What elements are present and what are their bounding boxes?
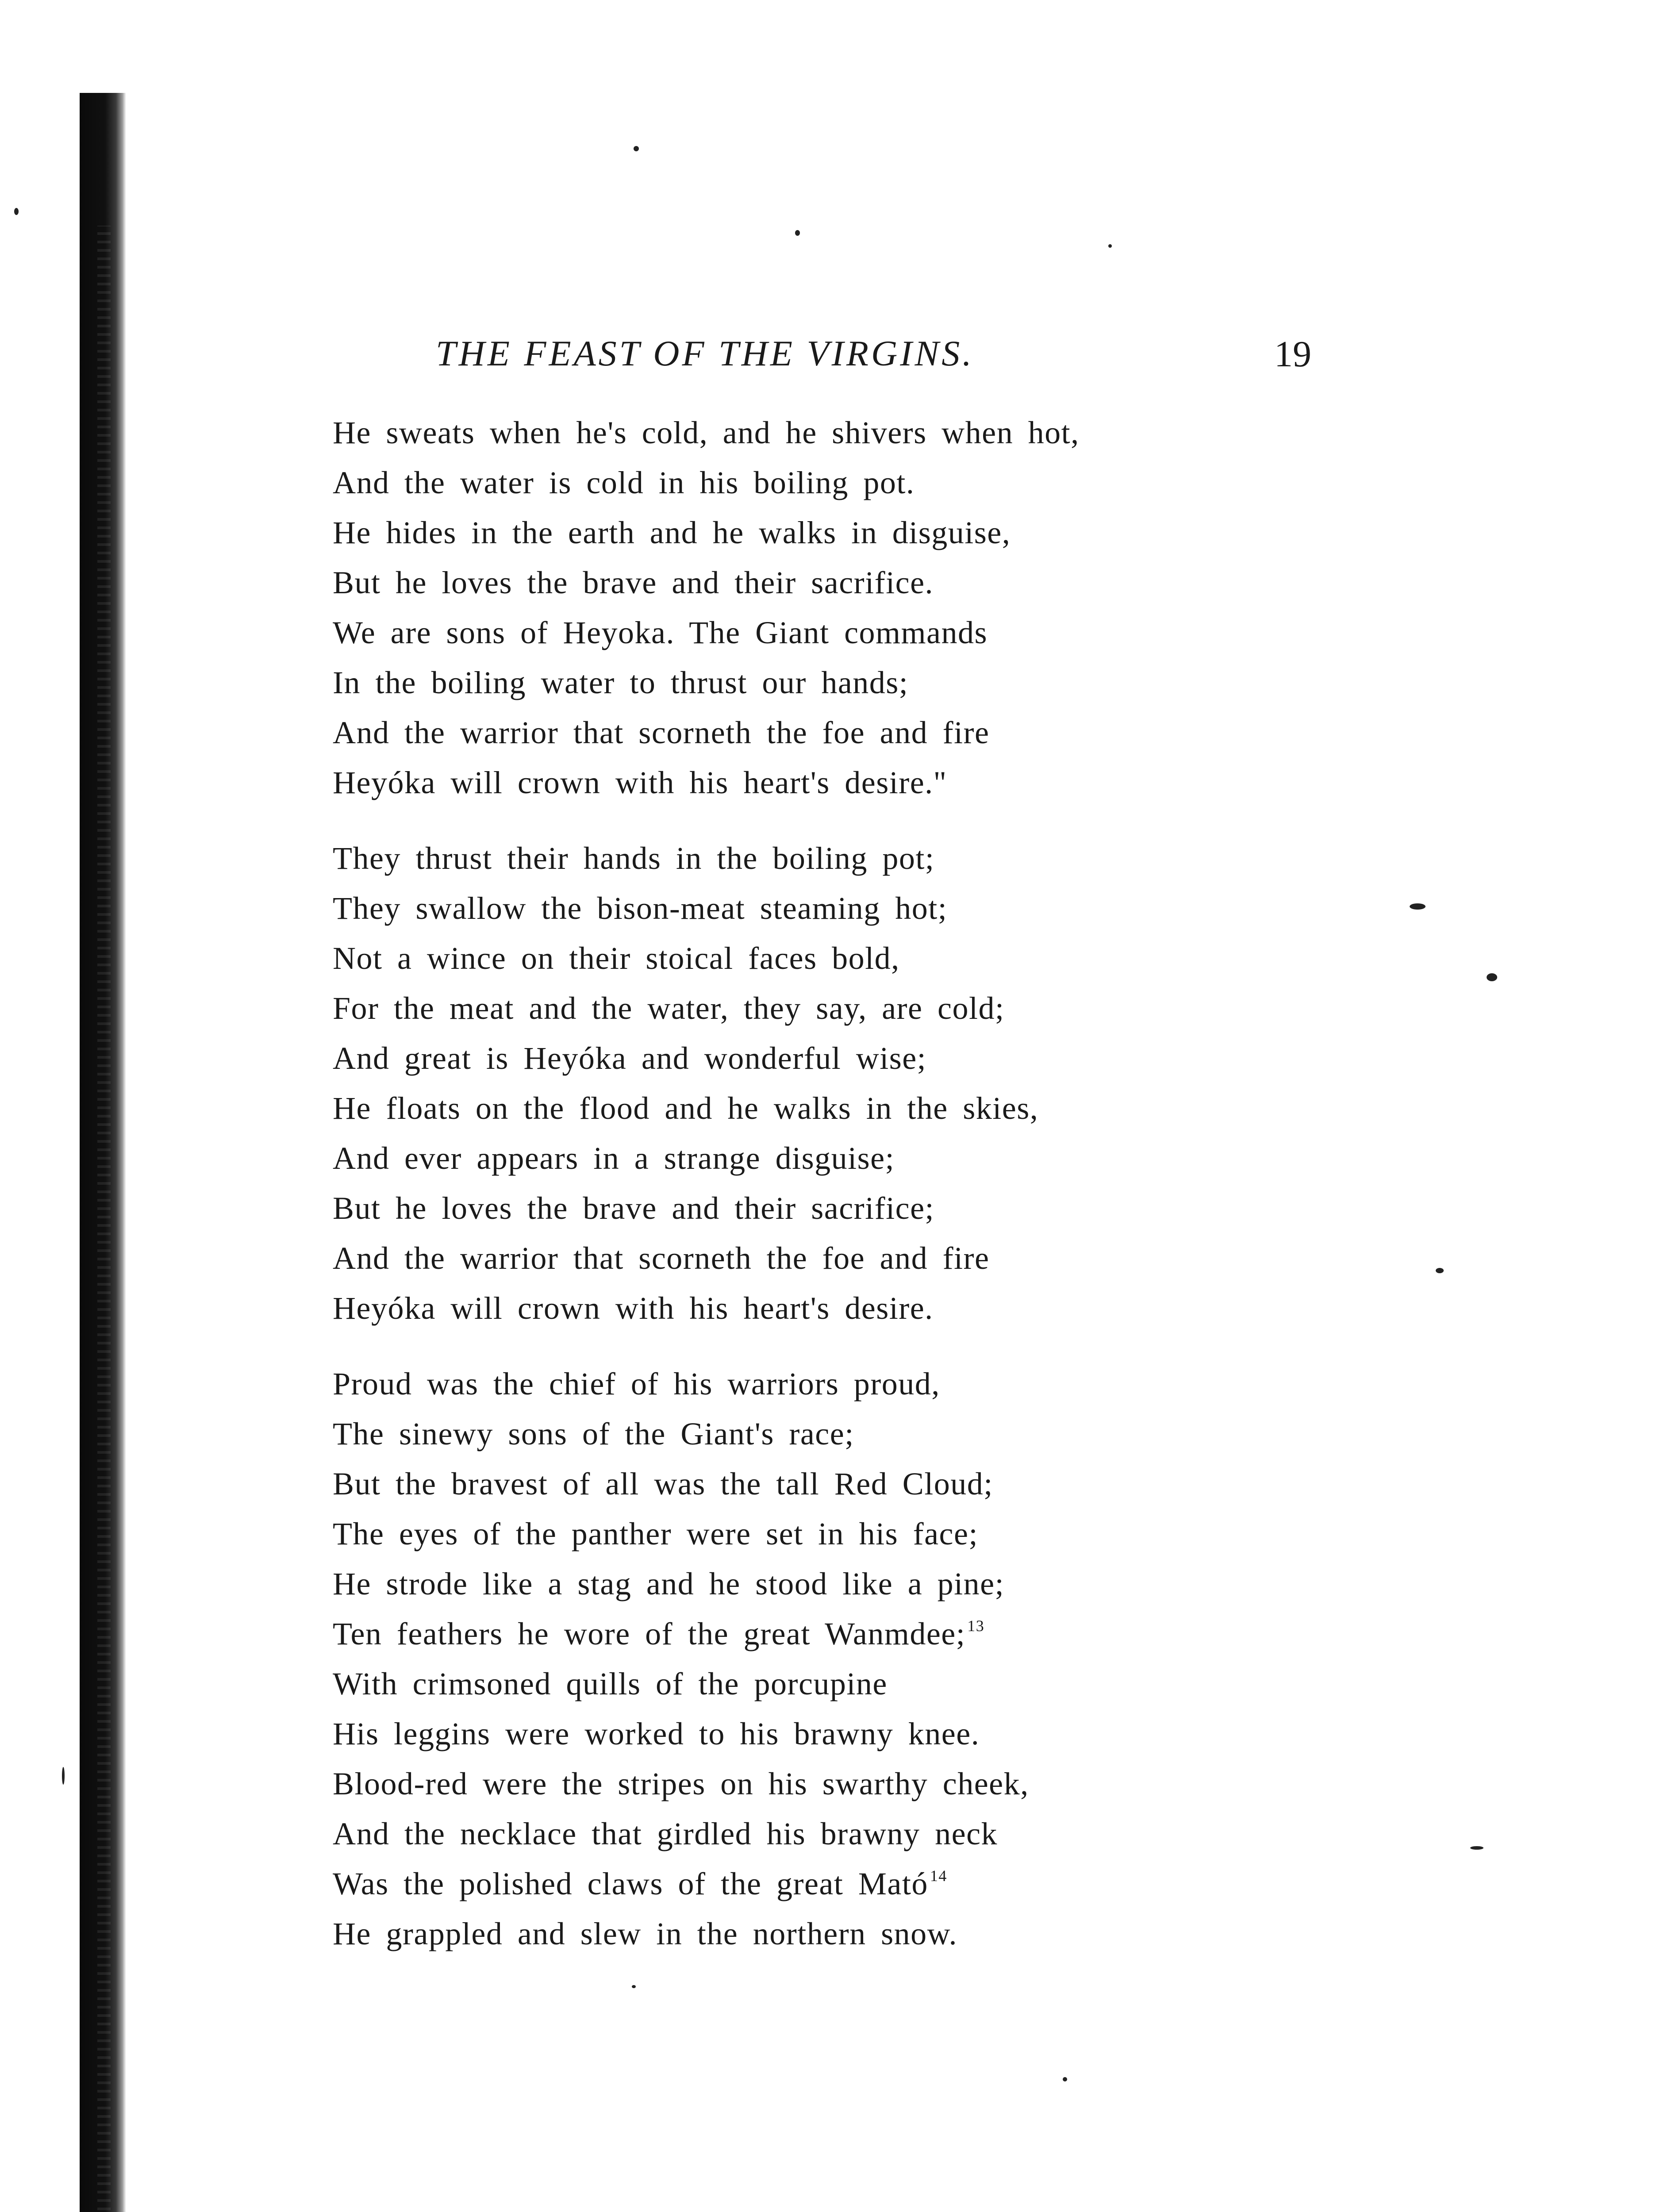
paper-speck xyxy=(1108,244,1112,248)
running-title: THE FEAST OF THE VIRGINS. xyxy=(436,333,974,373)
paper-speck xyxy=(632,1985,636,1988)
verse-line: He grappled and slew in the northern snow. xyxy=(333,1916,957,1951)
verse-line: They swallow the bison-meat steaming hot; xyxy=(333,891,948,926)
page-number: 19 xyxy=(1274,334,1311,375)
paper-speck xyxy=(1063,2077,1067,2081)
verse-line: But he loves the brave and their sacrifice. xyxy=(333,565,934,600)
paper-speck xyxy=(1410,903,1426,910)
paper-speck xyxy=(1470,1846,1483,1850)
verse-line: But the bravest of all was the tall Red Cloud; xyxy=(333,1466,993,1502)
paper-speck xyxy=(634,146,639,151)
paper-speck xyxy=(1487,973,1497,981)
paper-speck xyxy=(14,208,19,215)
verse-line: Heyóka will crown with his heart's desire. xyxy=(333,1290,934,1326)
verse-line-text: Was the polished claws of the great Mató xyxy=(333,1866,928,1901)
verse-line: He strode like a stag and he stood like a pine; xyxy=(333,1566,1005,1601)
page-header xyxy=(436,333,1334,381)
verse-line: The eyes of the panther were set in his face; xyxy=(333,1516,978,1551)
verse-line: Heyóka will crown with his heart's desire." xyxy=(333,765,947,800)
verse-line: Proud was the chief of his warriors proud, xyxy=(333,1366,940,1402)
verse-line xyxy=(333,1609,1253,1659)
verse-line: But he loves the brave and their sacrifice; xyxy=(333,1190,935,1226)
verse-line: For the meat and the water, they say, are cold; xyxy=(333,991,1005,1026)
paper-speck xyxy=(1436,1268,1444,1273)
footnote-marker: 14 xyxy=(930,1867,947,1885)
verse-line: And the water is cold in his boiling pot. xyxy=(333,465,915,500)
verse-line: And the necklace that girdled his brawny neck xyxy=(333,1816,998,1851)
verse-line: Not a wince on their stoical faces bold, xyxy=(333,941,900,976)
book-binding-edge xyxy=(80,93,126,2212)
verse-line: He hides in the earth and he walks in disguise, xyxy=(333,515,1011,550)
verse-line-text: Ten feathers he wore of the great Wanmdee; xyxy=(333,1616,966,1651)
verse-line: He sweats when he's cold, and he shivers when hot, xyxy=(333,415,1080,450)
verse-line: His leggins were worked to his brawny knee. xyxy=(333,1716,980,1751)
verse-line: Blood-red were the stripes on his swarthy cheek, xyxy=(333,1766,1029,1801)
paper-speck xyxy=(62,1767,65,1785)
verse-line: They thrust their hands in the boiling pot; xyxy=(333,841,935,876)
verse-line: In the boiling water to thrust our hands; xyxy=(333,665,909,700)
footnote-marker: 13 xyxy=(967,1617,985,1635)
paper-speck xyxy=(795,230,800,236)
verse-line xyxy=(333,1859,1253,1909)
verse-line: He floats on the flood and he walks in the skies, xyxy=(333,1091,1039,1126)
verse-line: The sinewy sons of the Giant's race; xyxy=(333,1416,854,1452)
verse-line: And ever appears in a strange disguise; xyxy=(333,1141,895,1176)
verse-line: And great is Heyóka and wonderful wise; xyxy=(333,1041,927,1076)
verse-line: With crimsoned quills of the porcupine xyxy=(333,1666,888,1701)
stanza xyxy=(333,833,1253,1333)
stanza xyxy=(333,1359,1253,1959)
stanza xyxy=(333,408,1253,808)
verse-line: And the warrior that scorneth the foe and fire xyxy=(333,715,990,750)
verse-line: And the warrior that scorneth the foe and fire xyxy=(333,1240,990,1276)
verse-line: We are sons of Heyoka. The Giant commands xyxy=(333,615,988,650)
poem-body xyxy=(333,408,1253,1985)
